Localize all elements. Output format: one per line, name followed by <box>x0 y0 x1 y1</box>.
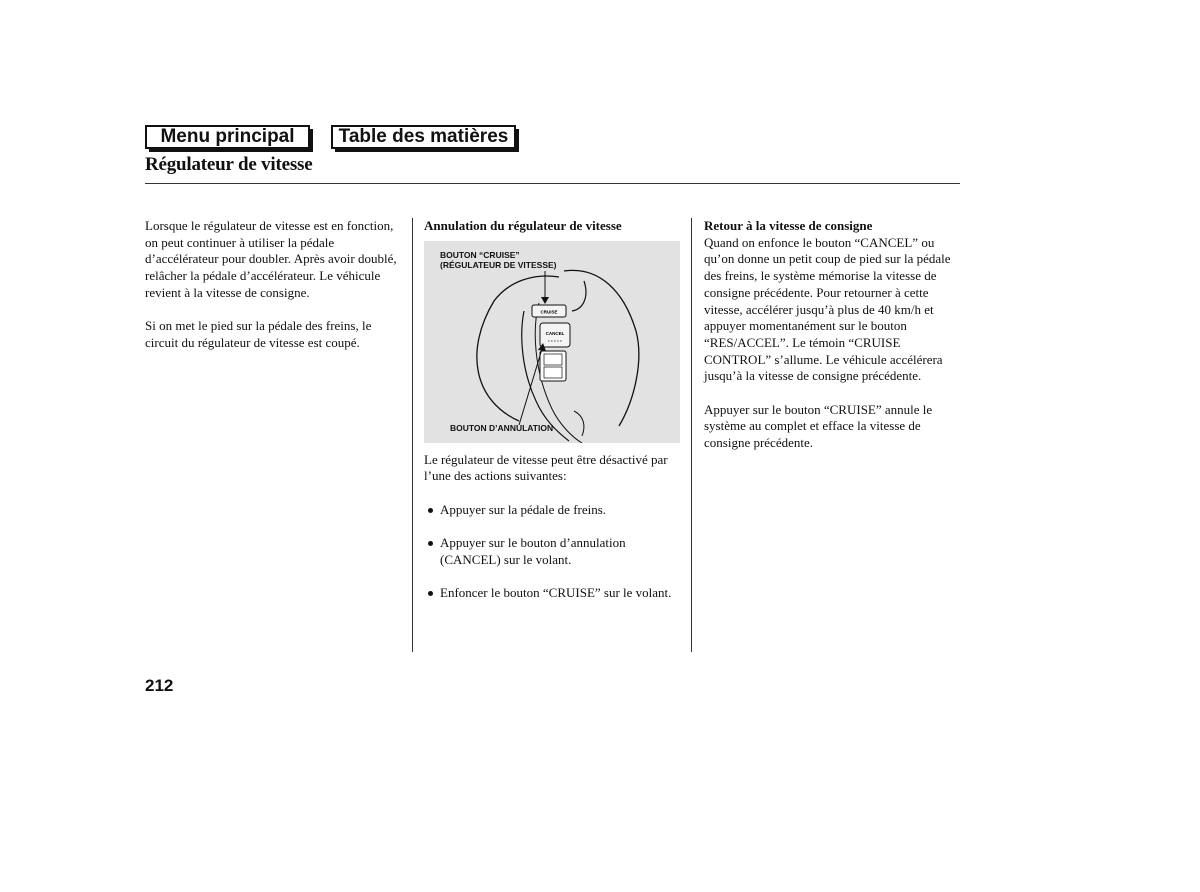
column-divider-1 <box>412 218 413 652</box>
cancel-button-label: CANCEL <box>545 330 565 336</box>
steering-wheel-illustration <box>424 241 680 443</box>
list-item: Enfoncer le bouton “CRUISE” sur le volant. <box>424 585 682 602</box>
list-item: Appuyer sur le bouton d’annulation (CANCEL) sur le volant. <box>424 535 682 568</box>
title-divider <box>145 183 960 184</box>
list-item: Appuyer sur la pédale de freins. <box>424 502 682 519</box>
menu-principal-button[interactable]: Menu principal <box>145 125 310 149</box>
table-des-matieres-button[interactable]: Table des matières <box>331 125 516 149</box>
deactivation-intro: Le régulateur de vitesse peut être désactivé par l’une des actions suivantes: <box>424 451 668 484</box>
paragraph-overtaking: Lorsque le régulateur de vitesse est en fonction, on peut continuer à utiliser la pédale d’accélérateur pour doubler. Après avoir doublé, relâcher la pédale d’accélérateur. Le véhicule revient à la vitesse de consigne. <box>145 218 397 300</box>
cruise-button-label: CRUISE <box>540 309 558 315</box>
column-divider-2 <box>691 218 692 652</box>
page-title: Régulateur de vitesse <box>145 154 313 175</box>
column-1 <box>145 218 403 368</box>
column-3 <box>704 218 964 469</box>
paragraph-brake: Si on met le pied sur la pédale des freins, le circuit du régulateur de vitesse est coupé. <box>145 318 372 350</box>
paragraph-resume: Quand on enfonce le bouton “CANCEL” ou qu’on donne un petit coup de pied sur la pédale des freins, le système mémorise la vitesse de consigne précédente. Pour retourner à cette vitesse, accélérer jusqu’à plus de 40 km/h et appuyer momentanément sur le bouton “RES/ACCEL”. Le témoin “CRUISE CONTROL” s’allume. Le véhicule accélérera jusqu’à la vitesse de consigne précédente. <box>704 234 951 384</box>
figure-label-cruise: BOUTON “CRUISE” (RÉGULATEUR DE VITESSE) <box>440 249 557 270</box>
section-heading-retour: Retour à la vitesse de consigne <box>704 218 873 233</box>
column-2 <box>424 218 682 619</box>
section-heading-annulation: Annulation du régulateur de vitesse <box>424 218 622 233</box>
paragraph-cruise-off: Appuyer sur le bouton “CRUISE” annule le système au complet et efface la vitesse de consigne précédente. <box>704 401 933 451</box>
page-number: 212 <box>145 676 174 695</box>
steering-wheel-drawing <box>424 241 680 443</box>
deactivation-list <box>424 502 682 602</box>
figure-label-cancel: BOUTON D’ANNULATION <box>450 422 554 433</box>
